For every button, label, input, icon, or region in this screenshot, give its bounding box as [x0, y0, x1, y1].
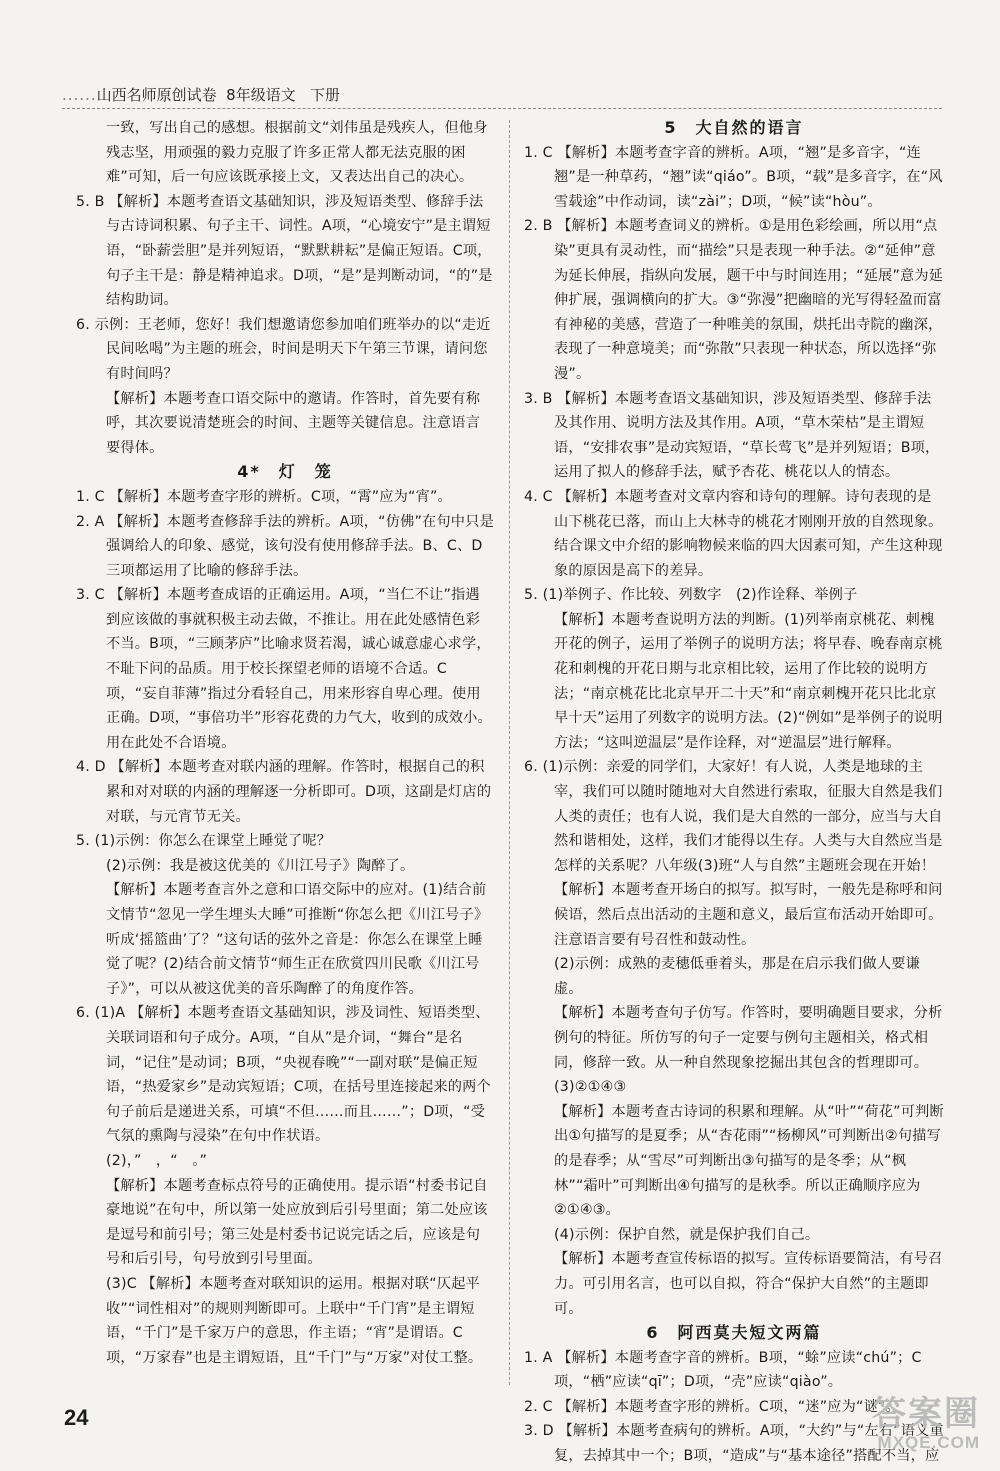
page-header: [62, 84, 942, 109]
answer-paragraph: 【解析】本题考查说明方法的判断。(1)列举南京桃花、刺槐开花的例子，运用了举例子的说明方法；将早春、晚春南京桃花和刺槐的开花日期与北京相比较，运用了作比较的说明方法；“南京桃花比北京早开二十天”和“南京刺槐开花只比北京早十天”运用了列数字的说明方法。(2)“例如”是举例子的说明方法；“这叫逆温层”是作诠释，对“逆温层”进行解释。: [554, 611, 943, 751]
answer-paragraph: (2)示例：成熟的麦穗低垂着头，那是在启示我们做人要谦虚。: [554, 956, 920, 997]
answer-paragraph: 6. 示例：王老师，您好！我们想邀请您参加咱们班举办的以“走近民间吆喝”为主题的班会，时间是明天下午第三节课，请问您有时间吗？: [76, 316, 491, 382]
answer-paragraph: (4)示例：保护自然，就是保护我们自己。: [554, 1226, 820, 1243]
answer-paragraph: 3. B 【解析】本题考查语文基础知识，涉及短语类型、修辞手法及其作用、说明方法及其作用。A项，“草木荣枯”是主谓短语，“安排农事”是动宾短语，“草长莺飞”是并列短语；B项，运用了拟人的修辞手法，赋予杏花、桃花以人的情态。: [524, 390, 940, 481]
header-dots: ......: [62, 86, 97, 104]
answer-paragraph: 【解析】本题考查古诗词的积累和理解。从“叶”“荷花”可判断出①句描写的是夏季；从“杏花雨”“杨柳风”可判断出②句描写的是春季；从“雪尽”可判断出③句描写的是冬季；从“枫林”“霜叶”可判断出④句描写的是秋季。所以正确顺序应为②①④③。: [554, 1103, 944, 1219]
answer-paragraph: 【解析】本题考查开场白的拟写。拟写时，一般先是称呼和问候语，然后点出活动的主题和意义，最后宣布活动开始即可。注意语言要有号召性和鼓动性。: [554, 882, 943, 948]
header-volume: 下册: [310, 86, 341, 104]
answer-paragraph: 1. A 【解析】本题考查字音的辨析。B项，“蜍”应读“chú”；C项，“栖”应读“qī”；D项，“壳”应读“qiào”。: [524, 1349, 922, 1391]
answer-paragraph: 2. C 【解析】本题考查字形的辨析。C项，“迷”应为“谜”。: [524, 1398, 900, 1415]
answer-paragraph: 【解析】本题考查言外之意和口语交际中的应对。(1)结合前文情节“忽见一学生埋头大睡”可推断“你怎么把《川江号子》听成‘摇篮曲’了？”这句话的弦外之音是：你怎么在课堂上睡觉了呢？(2)结合前文情节“师生正在欣赏四川民歌《川江号子》”，可以从被这优美的音乐陶醉了的角度作答。: [106, 882, 489, 997]
answer-paragraph: 【解析】本题考查标点符号的正确使用。提示语“村委书记自豪地说”在句中，所以第一处应放到后引号里面；第二处应该是逗号和前引号；第三处是村委书记说完话之后，应该是句号和后引号，句号放到引号里面。: [106, 1177, 488, 1268]
answer-paragraph: (3)C 【解析】本题考查对联知识的运用。根据对联“仄起平收”“词性相对”的规则判断即可。上联中“千门宵”是主谓短语，“千门”是千家万户的意思，作主语；“宵”是谓语。C项，“万家春”也是主谓短语，且“千门”与“万家”对仗工整。: [106, 1275, 483, 1366]
answer-paragraph: 4. C 【解析】本题考查对文章内容和诗句的理解。诗句表现的是山下桃花已落，而山上大林寺的桃花才刚刚开放的自然现象。结合课文中介绍的影响物候来临的四大因素可知，产生这种现象的原因是高下的差异。: [524, 488, 943, 579]
answer-paragraph: 5. B 【解析】本题考查语文基础知识，涉及短语类型、修辞手法与古诗词积累、句子主干、词性。A项，“心境安宁”是主谓短语，“卧薪尝胆”是并列短语，“默默耕耘”是偏正短语。C项，句子主干是：静是精神追求。D项，“是”是判断动词，“的”是结构助词。: [76, 193, 493, 309]
answer-paragraph: 6. (1)示例：亲爱的同学们，大家好！有人说，人类是地球的主宰，我们可以随时随地对大自然进行索取，征服大自然是我们人类的责任；也有人说，我们是大自然的一部分，应当与大自然和谐相处，这样，我们才能得以生存。人类与大自然应当是怎样的关系呢？八年级(3)班“人与自然”主题班会现在开始！: [524, 759, 943, 874]
answer-paragraph: 5. (1)举例子、作比较、列数字 (2)作诠释、举例子: [524, 587, 858, 604]
answer-paragraph: 3. D 【解析】本题考查病句的辨析。A项，“大约”与“左右”语义重复，去掉其中一个；B项，“造成”与“基本途径”搭配不当，应: [524, 1423, 944, 1465]
answer-paragraph: 【解析】本题考查句子仿写。作答时，要明确题目要求，分析例句的特征。所仿写的句子一定要与例句主题相关，格式相同，修辞一致。从一种自然现象挖掘出其包含的哲理即可。: [554, 1005, 943, 1071]
answer-paragraph: 3. C 【解析】本题考查成语的正确运用。A项，“当仁不让”指遇到应该做的事就积极主动去做，不推让。用在此处感情色彩不当。B项，“三顾茅庐”比喻求贤若渴，诚心诚意虚心求学，不耻下问的品质。用于校长探望老师的语境不合适。C项，“妄自菲薄”指过分看轻自己，用来形容自卑心理。使用正确。D项，“事倍功半”形容花费的力气大，收到的成效小。用在此处不合语境。: [76, 587, 492, 751]
watermark-line2: MXQE.COM: [877, 1433, 980, 1452]
section-title: 5 大自然的语言: [664, 118, 804, 137]
answer-paragraph: 一致，写出自己的感想。根据前文“刘伟虽是残疾人，但他身残志坚，用顽强的毅力克服了许多正常人都无法克服的困难”可知，后一句应该既承接上文，又表达出自己的决心。: [106, 120, 488, 186]
watermark-line1: 答案圈: [872, 1395, 980, 1433]
answer-paragraph: 6. (1)A 【解析】本题考查语文基础知识，涉及词性、短语类型、关联词语和句子成分。A项，“自从”是介词，“舞台”是名词，“记住”是动词；B项，“央视春晚”“一副对联”是偏正短语，“热爱家乡”是动宾短语；C项，在括号里连接起来的两个句子前后是递进关系，可填“不但……而且……”；D项，“受气氛的熏陶与浸染”在句中作状语。: [76, 1005, 491, 1145]
answer-paragraph: (2)，” ，“ 。”: [106, 1152, 208, 1169]
left-column: [76, 116, 494, 1370]
page-number: 24: [64, 1405, 89, 1430]
answer-paragraph: 1. C 【解析】本题考查字形的辨析。C项，“霄”应为“宵”。: [76, 488, 452, 505]
answer-paragraph: 5. (1)示例：你怎么在课堂上睡觉了呢？: [76, 833, 332, 850]
section-title: 4* 灯 笼: [237, 462, 333, 482]
answer-paragraph: 2. A 【解析】本题考查修辞手法的辨析。A项，“仿佛”在句中只是强调给人的印象、感觉，该句没有使用修辞手法。B、C、D三项都运用了比喻的修辞手法。: [76, 513, 494, 579]
answer-paragraph: 2. B 【解析】本题考查词义的辨析。①是用色彩绘画，所以用“点染”更具有灵动性，而“描绘”只是表现一种手法。②“延伸”意为延长伸展，指纵向发展，题干中与时间连用；“延展”意为延伸扩展，强调横向的扩大。③“弥漫”把幽暗的光写得轻盈而富有神秘的美感，营造了一种唯美的氛围，烘托出寺院的幽深，表现了一种意境美；而“弥散”只表现一种状态，所以选择“弥漫”。: [524, 218, 944, 382]
answer-paragraph: 【解析】本题考查口语交际中的邀请。作答时，首先要有称呼，其次要说清楚班会的时间、主题等关键信息。注意语言要得体。: [106, 390, 481, 456]
header-series: 山西名师原创试卷: [96, 86, 217, 104]
right-column: [524, 116, 944, 1469]
section-title: 6 阿西莫夫短文两篇: [646, 1323, 822, 1343]
watermark-logo: [820, 1395, 980, 1465]
answer-paragraph: 1. C 【解析】本题考查字音的辨析。A项，“翘”是多音字，“连翘”是一种草药，“翘”读“qiáo”。B项，“载”是多音字，在“风雪载途”中作动词，读“zài”；D项，“候”读“hòu”。: [524, 144, 943, 210]
answer-paragraph: (2)示例：我是被这优美的《川江号子》陶醉了。: [106, 857, 415, 874]
header-grade: 8年级语文: [226, 86, 296, 104]
answer-paragraph: 【解析】本题考查宣传标语的拟写。宣传标语要简洁，有号召力。可引用名言，也可以自拟，符合“保护大自然”的主题即可。: [554, 1251, 943, 1317]
answer-paragraph: 4. D 【解析】本题考查对联内涵的理解。作答时，根据自己的积累和对对联的内涵的理解逐一分析即可。D项，这副是灯店的对联，与元宵节无关。: [76, 759, 492, 825]
column-divider: [509, 120, 510, 1385]
answer-paragraph: (3)②①④③: [554, 1079, 627, 1096]
